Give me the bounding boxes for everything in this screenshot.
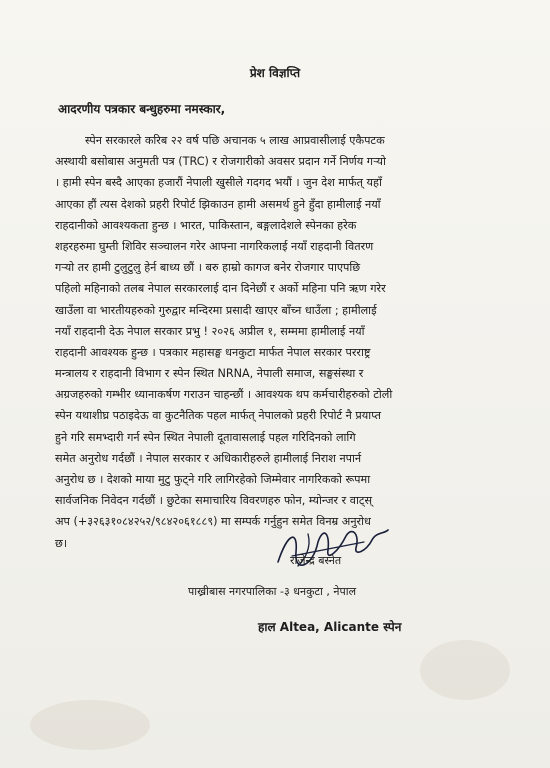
body-line: अनुरोध छ । देशको माया मुटु फुट्ने गरि लागिरहेको जिम्मेवार नागरिकको रूपमा bbox=[55, 473, 371, 486]
body-line: छ। bbox=[55, 536, 68, 550]
body-line: शहरहरुमा घुम्ती शिविर सञ्चालन गरेर आफ्ना नागरिकलाई नयाँ राहदानी वितरण bbox=[55, 239, 374, 253]
body-line: । हामी स्पेन बस्दै आएका हजारौं नेपाली खुसीले गदगद भयौं । जुन देश मार्फत् यहाँ bbox=[55, 176, 382, 190]
document-title: प्रेश विज्ञप्ति bbox=[249, 66, 301, 80]
signer-address: पाख्रीबास नगरपालिका -३ धनकुटा , नेपाल bbox=[188, 585, 357, 598]
current-location: हाल Altea, Alicante स्पेन bbox=[258, 620, 402, 634]
body-line: राहदानीको आवश्यकता हुन्छ । भारत, पाकिस्तान, बङ्गलादेशले स्पेनका हरेक bbox=[55, 218, 357, 232]
body-line: हुने गरि समभ्दारी गर्न स्पेन स्थित नेपाली दूतावासलाई पहल गरिदिनको लागि bbox=[55, 430, 356, 444]
body-line: स्पेन सरकारले करिब २२ वर्ष पछि अचानक ५ लाख आप्रवासीलाई एकैपटक bbox=[85, 134, 385, 147]
salutation: आदरणीय पत्रकार बन्धुहरुमा नमस्कार, bbox=[58, 102, 226, 116]
body-line: राहदानी आवश्यक हुन्छ । पत्रकार महासङ्घ धनकुटा मार्फत नेपाल सरकार परराष्ट्र bbox=[55, 345, 371, 359]
body-line: पहिलो महिनाको तलब नेपाल सरकारलाई दान दिनेछौं र अर्को महिना पनि ऋण गरेर bbox=[55, 282, 386, 296]
body-line: समेत अनुरोध गर्दछौं । नेपाल सरकार र अधिकारीहरुले हामीलाई निराश नपार्न bbox=[55, 451, 362, 465]
body-line: स्पेन यथाशीघ्र पठाइदेऊ वा कुटनैतिक पहल मार्फत् नेपालको प्रहरी रिपोर्ट नै प्रयाप्त bbox=[55, 409, 382, 423]
body-line: नयाँ राहदानी देऊ नेपाल सरकार प्रभु ! २०२६ अप्रील १, सम्ममा हामीलाई नयाँ bbox=[55, 324, 365, 338]
paper-stain bbox=[30, 700, 150, 750]
body-line: खाउँला वा भारतीयहरुको गुरुद्वार मन्दिरमा प्रसादी खाएर बाँच्न धाउँला ; हामीलाई bbox=[55, 303, 377, 317]
letter-body bbox=[55, 130, 503, 554]
body-line: अस्थायी बसोबास अनुमती पत्र (TRC) र रोजगारीको अवसर प्रदान गर्ने निर्णय गऱ्यो bbox=[55, 155, 386, 169]
body-line: अप (+३२६३१०८४२५२/९८४२०६१८८९) मा सम्पर्क गर्नुहुन समेत विनम्र अनुरोध bbox=[55, 515, 371, 529]
paper-stain bbox=[420, 640, 510, 700]
body-line: मन्त्रालय र राहदानी विभाग र स्पेन स्थित NRNA, नेपाली समाज, सङ्घसंस्था र bbox=[55, 367, 364, 381]
signer-name: राजेन्द्र बस्नेत bbox=[290, 554, 342, 567]
body-line: गऱ्यो तर हामी टुलुटुलु हेर्न बाध्य छौं । बरु हाम्रो कागज बनेर रोजगार पाएपछि bbox=[55, 261, 361, 275]
body-line: सार्वजनिक निवेदन गर्दछौं । छुटेका समाचारिय विवरणहरु फोन, म्योन्जर र वाट्स् bbox=[55, 494, 373, 508]
body-line: आएका हौं त्यस देशको प्रहरी रिपोर्ट झिकाउन हामी असमर्थ हुने हुँदा हामीलाई नयाँ bbox=[55, 197, 381, 211]
body-line: अग्रजहरुको गम्भीर ध्यानाकर्षण गराउन चाहन्छौं । आवश्यक थप कर्मचारीहरुको टोली bbox=[55, 388, 393, 402]
